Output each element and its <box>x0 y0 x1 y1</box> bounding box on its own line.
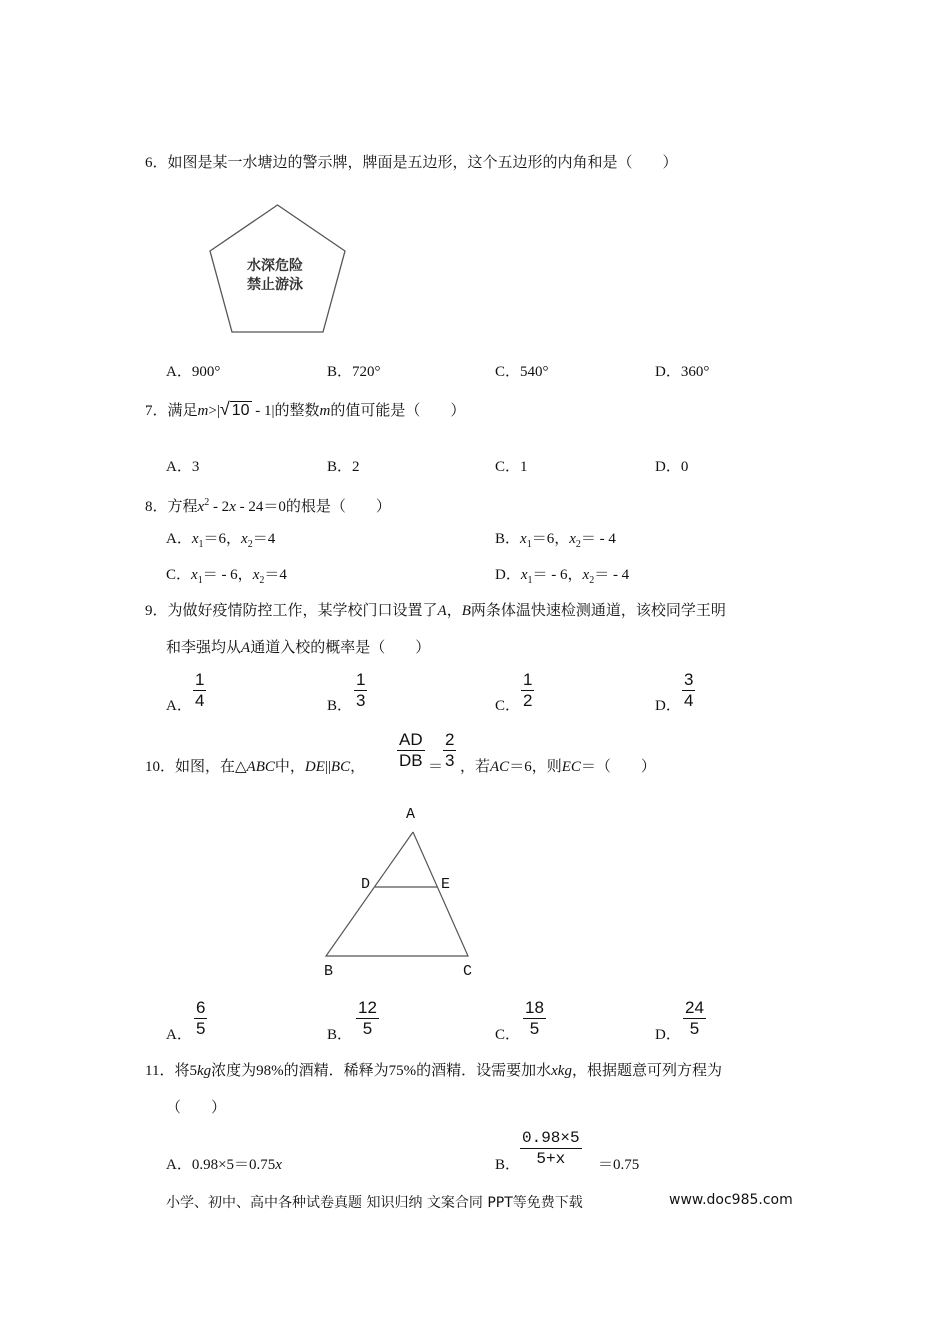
q9-option-a-letter: A． <box>166 698 192 714</box>
sign-text-line1: 水深危险 <box>247 257 303 273</box>
q10-option-b-fraction <box>356 999 379 1038</box>
q11-stem-line2: （ ） <box>166 1100 227 1116</box>
q11-option-b-letter: B． <box>495 1157 521 1173</box>
q9-stem-line2 <box>166 638 430 658</box>
q10-comma: ， <box>350 759 366 775</box>
q11-text: 浓度为98%的酒精．稀释为75%的酒精．设需要加水 <box>211 1063 552 1079</box>
q9-option-c-fraction <box>521 671 534 710</box>
q8-option-a <box>166 529 275 555</box>
triangle-label-a: A <box>406 806 416 823</box>
denominator: 5 <box>362 1019 373 1038</box>
q10-text: ＝（ ） <box>580 759 656 775</box>
q6-option-b: B．720° <box>327 364 381 380</box>
q10-option-d-fraction <box>683 999 706 1038</box>
numerator: 1 <box>195 670 205 689</box>
q7-option-b: B．2 <box>327 459 360 475</box>
option-letter: D． <box>495 567 521 583</box>
q7-gt: >| <box>208 403 220 419</box>
q10-text: 中， <box>274 759 305 775</box>
q10-parallel: || <box>324 759 331 775</box>
value: ＝ - 6， <box>202 567 253 583</box>
denominator: 4 <box>684 691 694 710</box>
q8-var-x: x <box>197 499 205 515</box>
numerator: 12 <box>358 998 377 1017</box>
q9-option-c-letter: C． <box>495 698 521 714</box>
subscript: 2 <box>259 575 265 586</box>
footer-link[interactable]: www.doc985.com <box>669 1192 793 1208</box>
denominator: 4 <box>195 691 205 710</box>
q9-var-b: B <box>461 603 471 619</box>
q7-option-a: A．3 <box>166 459 200 475</box>
q7-end: 的值可能是（ ） <box>330 403 466 419</box>
triangle-label-b: B <box>324 963 334 980</box>
q8-option-d <box>495 565 629 591</box>
q10-text: ＝6，则 <box>509 759 562 775</box>
q8-end: - 24＝0的根是（ ） <box>235 499 391 515</box>
numerator: 1 <box>356 670 366 689</box>
var-x: x <box>569 531 576 547</box>
q10-option-b-letter: B． <box>327 1027 353 1043</box>
subscript: 1 <box>197 575 203 586</box>
q11-stem-line1 <box>145 1061 722 1081</box>
q10-value-fraction <box>443 731 456 770</box>
q8-var-x2: x <box>229 499 236 515</box>
footer-text: 小学、初中、高中各种试卷真题 知识归纳 文案合同 PPT等免费下载 <box>166 1195 583 1211</box>
q9-text: 和李强均从 <box>166 640 242 656</box>
var-x: x <box>520 567 528 583</box>
q10-var-abc: ABC <box>246 759 275 775</box>
q11-var-x: x <box>275 1157 282 1173</box>
subscript: 1 <box>527 575 533 586</box>
q11-option-b-equals: ＝0.75 <box>598 1157 640 1173</box>
q6-option-a: A．900° <box>166 364 221 380</box>
q8-option-b <box>495 529 616 555</box>
q10-option-c-fraction <box>523 999 546 1038</box>
q10-var-ac: AC <box>490 759 510 775</box>
denominator: 3 <box>356 691 366 710</box>
q8-prefix: 8．方程 <box>145 499 198 515</box>
numerator: AD <box>399 730 423 749</box>
q9-option-b-fraction <box>354 671 367 710</box>
q9-text: 通道入校的概率是（ ） <box>250 640 431 656</box>
q7-var-m2: m <box>319 403 331 419</box>
option-letter: B． <box>495 531 521 547</box>
q9-text: 9．为做好疫情防控工作，某学校门口设置了 <box>145 603 438 619</box>
subscript: 2 <box>575 539 581 550</box>
q9-option-d-fraction <box>682 671 695 710</box>
sqrt-symbol: √ <box>219 399 230 419</box>
q10-stem-part1 <box>145 757 365 777</box>
q9-option-a-fraction <box>193 671 206 710</box>
q7-radicand: 10 <box>231 402 250 419</box>
q11-unit-kg: kg <box>196 1063 212 1079</box>
var-x: x <box>252 567 260 583</box>
q10-var-bc: BC <box>330 759 351 775</box>
var-x: x <box>191 567 198 583</box>
numerator: 24 <box>685 998 704 1017</box>
option-letter: C． <box>166 567 192 583</box>
q9-stem-line1 <box>145 601 726 621</box>
option-letter: A． <box>166 531 192 547</box>
q8-stem <box>145 493 391 517</box>
triangle-label-e: E <box>441 876 451 893</box>
subscript: 1 <box>526 539 532 550</box>
q7-tail: - 1|的整数 <box>251 403 320 419</box>
var-x: x <box>520 531 527 547</box>
q10-text: 10．如图，在△ <box>145 759 247 775</box>
sign-text-line2: 禁止游泳 <box>247 276 303 292</box>
q11-option-a <box>166 1155 282 1175</box>
q10-var-de: DE <box>304 759 325 775</box>
q11-option-b-fraction <box>520 1129 582 1168</box>
triangle-label-c: C <box>463 963 473 980</box>
value: ＝4 <box>264 567 287 583</box>
value: ＝ - 4 <box>594 567 630 583</box>
value: ＝6， <box>531 531 570 547</box>
denominator: DB <box>399 751 423 770</box>
value: ＝ - 4 <box>580 531 616 547</box>
triangle-label-d: D <box>361 876 371 893</box>
denominator: 5 <box>689 1019 700 1038</box>
q10-option-a-fraction <box>194 999 207 1038</box>
q8-exponent: 2 <box>204 497 210 508</box>
q7-option-d: D．0 <box>655 459 689 475</box>
numerator: 6 <box>196 998 206 1017</box>
q9-option-b-letter: B． <box>327 698 353 714</box>
q9-var-a: A <box>437 603 447 619</box>
q11-text: 11．将5 <box>145 1063 197 1079</box>
denominator: 2 <box>523 691 533 710</box>
q8-mid: - 2 <box>209 499 230 515</box>
numerator: 1 <box>523 670 533 689</box>
subscript: 2 <box>247 539 253 550</box>
subscript: 2 <box>589 575 595 586</box>
q9-comma: ， <box>446 603 462 619</box>
q7-stem <box>145 399 465 421</box>
q9-var-a: A <box>241 640 251 656</box>
q10-ratio-fraction <box>397 731 425 770</box>
numerator: 0.98×5 <box>522 1129 580 1147</box>
denominator: 5 <box>196 1019 206 1038</box>
var-x: x <box>241 531 248 547</box>
triangle-abc-figure <box>315 800 485 990</box>
numerator: 2 <box>445 730 455 749</box>
q6-stem: 6．如图是某一水塘边的警示牌，牌面是五边形，这个五边形的内角和是（ ） <box>145 155 678 171</box>
numerator: 3 <box>684 670 694 689</box>
q10-option-a-letter: A． <box>166 1027 192 1043</box>
q10-option-c-letter: C． <box>495 1027 521 1043</box>
var-x: x <box>191 531 199 547</box>
q6-option-c: C．540° <box>495 364 549 380</box>
q7-prefix: 7．满足 <box>145 403 198 419</box>
q9-option-d-letter: D． <box>655 698 681 714</box>
q6-option-d: D．360° <box>655 364 710 380</box>
value: ＝4 <box>252 531 276 547</box>
q7-var-m: m <box>197 403 209 419</box>
q10-option-d-letter: D． <box>655 1027 681 1043</box>
q10-equals: ＝ <box>428 759 444 775</box>
q11-option-a-text: A．0.98×5＝0.75 <box>166 1157 276 1173</box>
var-x: x <box>582 567 590 583</box>
q10-var-ec: EC <box>561 759 581 775</box>
denominator: 5+x <box>536 1150 566 1168</box>
q8-option-c <box>166 565 287 591</box>
q11-text: ，根据题意可列方程为 <box>571 1063 722 1079</box>
denominator: 3 <box>445 751 455 770</box>
value: ＝6， <box>203 531 242 547</box>
numerator: 18 <box>525 998 544 1017</box>
denominator: 5 <box>529 1019 540 1038</box>
q10-text: ，若 <box>460 759 491 775</box>
q11-var-xkg: xkg <box>551 1063 572 1079</box>
q9-text: 两条体温快速检测通道，该校同学王明 <box>470 603 726 619</box>
q7-option-c: C．1 <box>495 459 528 475</box>
value: ＝ - 6， <box>532 567 583 583</box>
q10-stem-part2 <box>460 757 656 777</box>
subscript: 1 <box>198 539 204 550</box>
